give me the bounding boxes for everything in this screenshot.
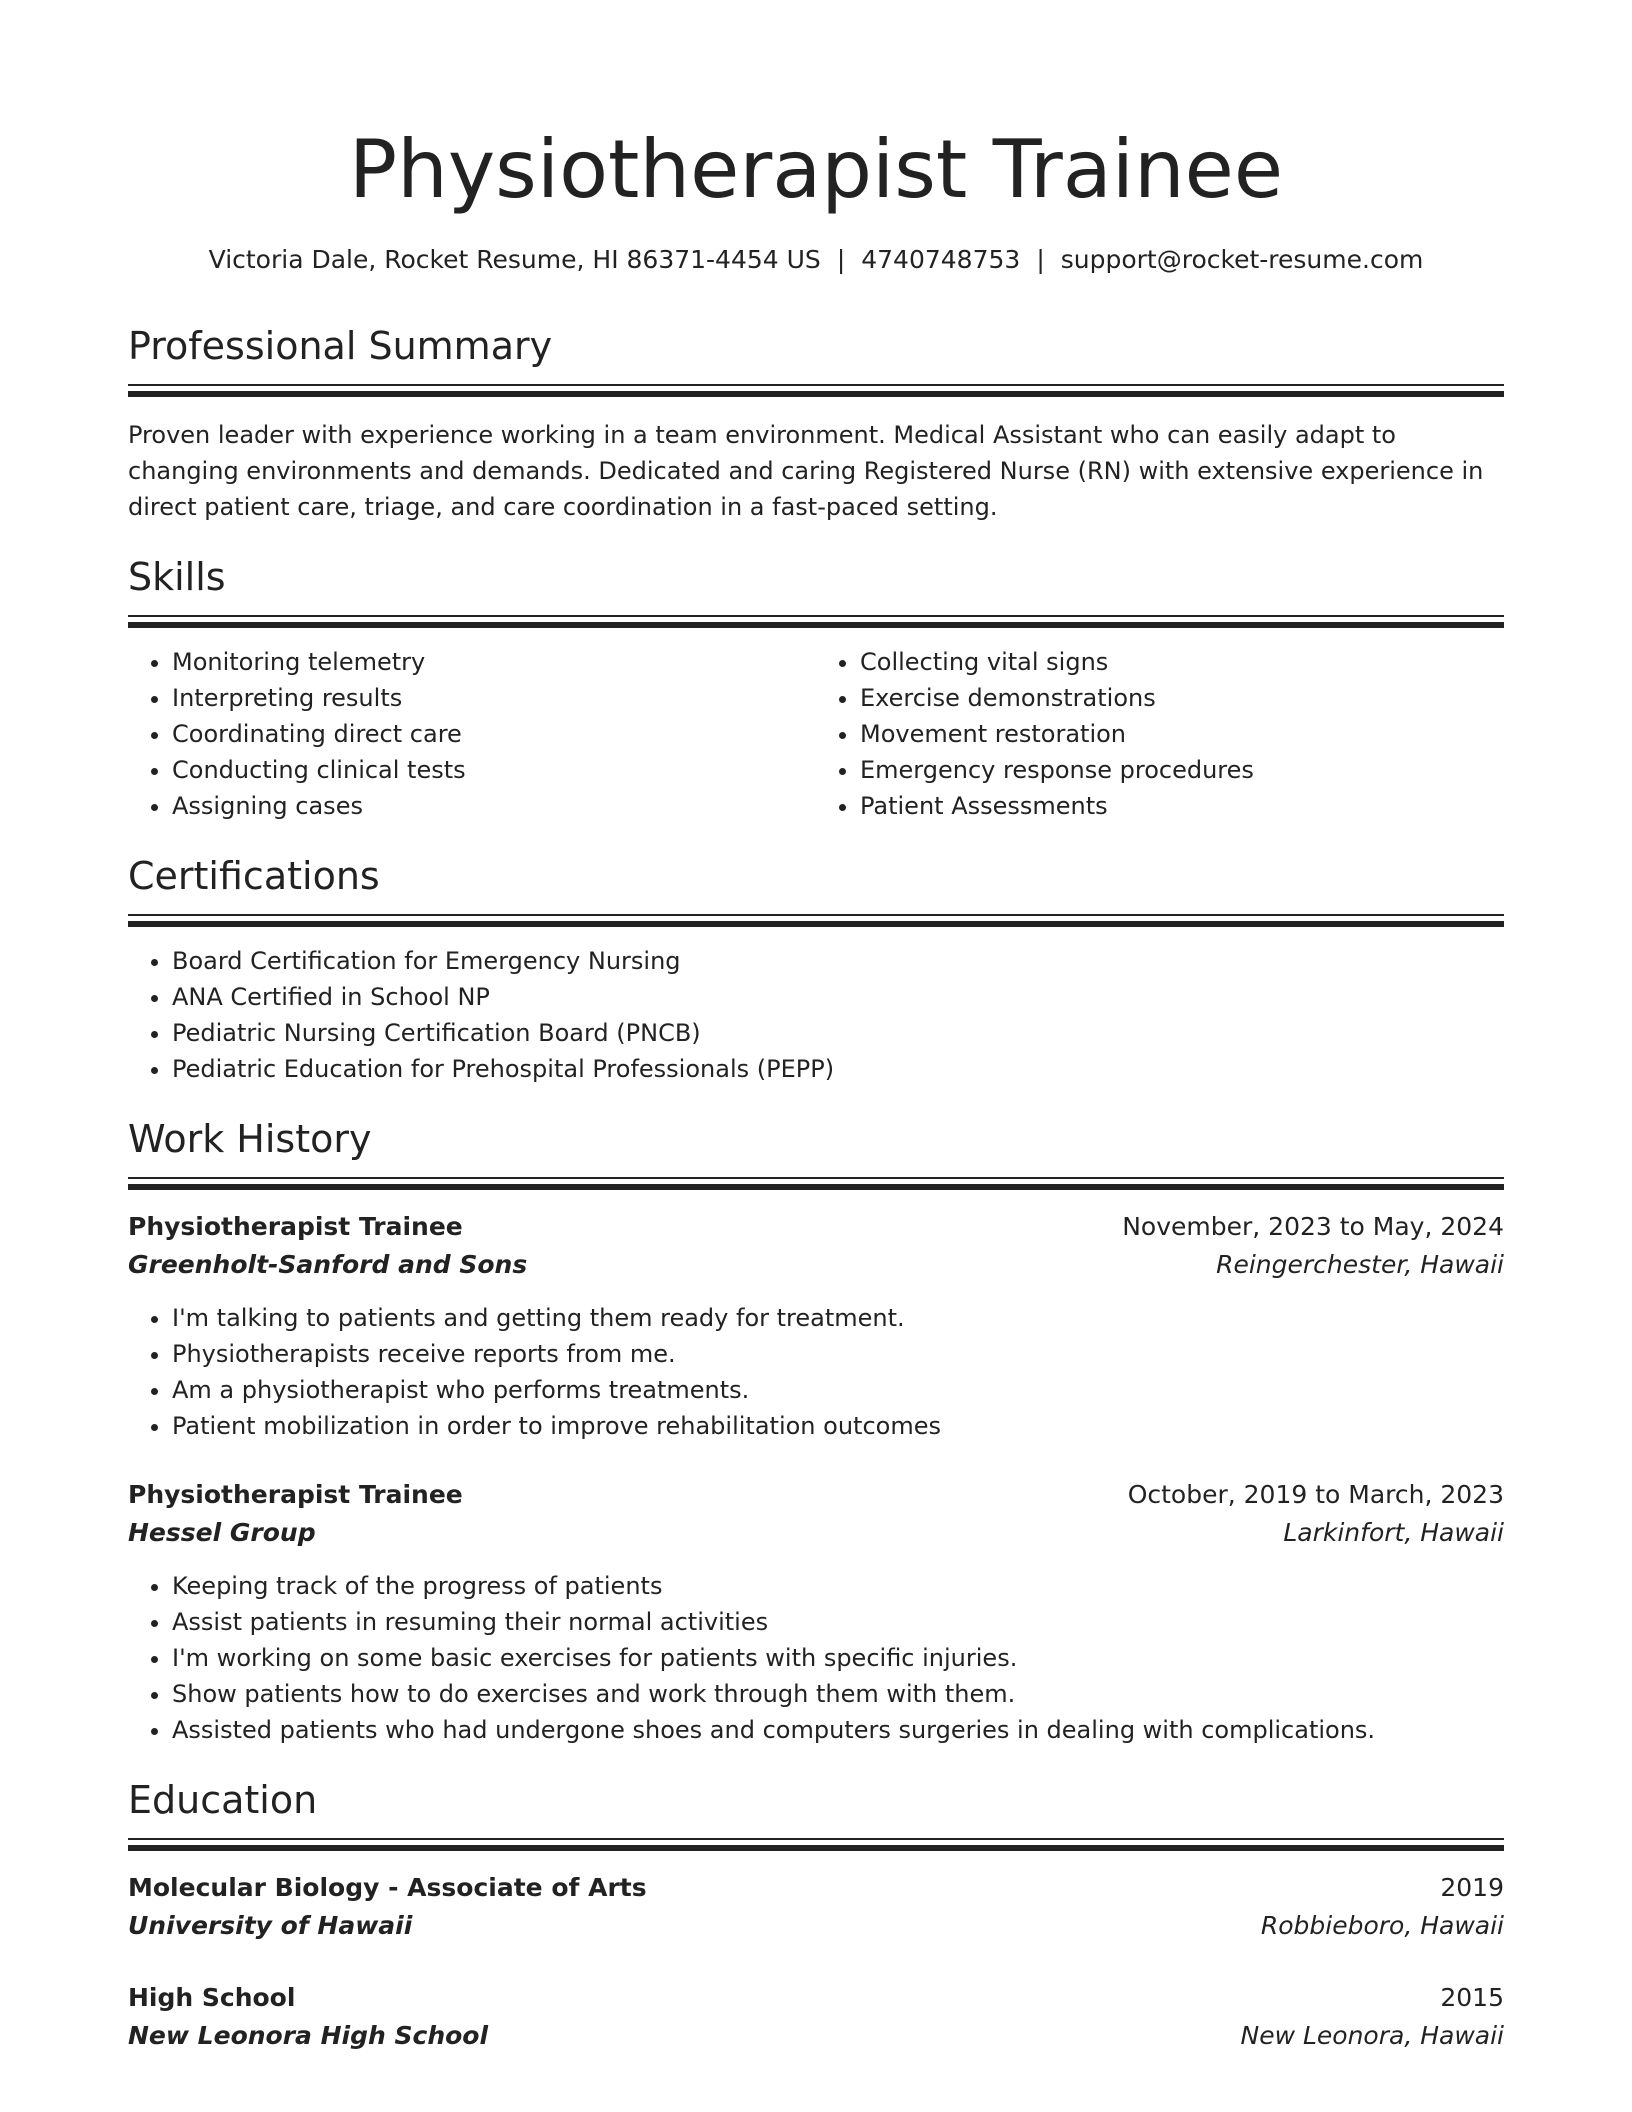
- education-school-row: [128, 2017, 1504, 2055]
- education-location: New Leonora, Hawaii: [1240, 2021, 1504, 2050]
- job-duty-item: • Assisted patients who had undergone shoes and computers surgeries in dealing with complications.: [172, 1712, 1504, 1748]
- job-duty-item: • Show patients how to do exercises and work through them with them.: [172, 1676, 1504, 1712]
- summary-text: Proven leader with experience working in a team environment. Medical Assistant who can easily adapt to changing environments and demands. Dedicated and caring Registered Nurse (RN) with extensive experience in direct patient care, triage, and care coordination in a fast-paced setting.: [128, 421, 1484, 521]
- job-duties-list: [128, 1568, 1504, 1748]
- section-heading-skills: Skills: [128, 555, 226, 599]
- job-header-row: [128, 1208, 1504, 1246]
- education-location: Robbieboro, Hawaii: [1260, 1911, 1504, 1940]
- section-divider: [128, 615, 1504, 628]
- section-divider: [128, 1177, 1504, 1190]
- education-section: [128, 1776, 1504, 2055]
- job-org-row: [128, 1246, 1504, 1284]
- certification-item: • Board Certification for Emergency Nursing: [172, 943, 1504, 979]
- job-company: Hessel Group: [128, 1518, 316, 1547]
- section-heading-certifications: Certifications: [128, 854, 380, 898]
- job-entry: [128, 1476, 1504, 1748]
- job-duty-item: • Am a physiotherapist who performs treatments.: [172, 1372, 1504, 1408]
- resume-page: [128, 0, 1504, 2055]
- certifications-list: [128, 943, 1504, 1087]
- certifications-section: [128, 852, 1504, 1087]
- job-duty-item: • Keeping track of the progress of patients: [172, 1568, 1504, 1604]
- job-header-row: [128, 1476, 1504, 1514]
- job-duty-item: • Assist patients in resuming their normal activities: [172, 1604, 1504, 1640]
- skill-item: • Emergency response procedures: [860, 752, 1504, 788]
- job-entry: [128, 1208, 1504, 1444]
- resume-title: Physiotherapist Trainee: [348, 123, 1284, 216]
- job-location: Reingerchester, Hawaii: [1216, 1250, 1504, 1279]
- contact-address: Victoria Dale, Rocket Resume, HI 86371-4454 US: [208, 245, 821, 274]
- section-divider: [128, 384, 1504, 397]
- skills-columns: [128, 628, 1504, 824]
- job-dates: October, 2019 to March, 2023: [1127, 1480, 1504, 1509]
- job-duty-item: • Physiotherapists receive reports from me.: [172, 1336, 1504, 1372]
- section-heading-education: Education: [128, 1778, 318, 1822]
- skills-section: [128, 553, 1504, 824]
- work-history-section: [128, 1115, 1504, 1748]
- skill-item: • Patient Assessments: [860, 788, 1504, 824]
- job-title: Physiotherapist Trainee: [128, 1480, 463, 1509]
- education-entry: [128, 1979, 1504, 2055]
- education-school: University of Hawaii: [128, 1911, 413, 1940]
- skill-item: • Coordinating direct care: [172, 716, 816, 752]
- education-year: 2019: [1440, 1873, 1504, 1902]
- section-heading-summary: Professional Summary: [128, 324, 553, 368]
- job-dates: November, 2023 to May, 2024: [1122, 1212, 1504, 1241]
- education-degree: Molecular Biology - Associate of Arts: [128, 1873, 647, 1902]
- contact-separator: |: [836, 245, 846, 274]
- job-location: Larkinfort, Hawaii: [1283, 1518, 1504, 1547]
- skill-item: • Monitoring telemetry: [172, 644, 816, 680]
- education-degree: High School: [128, 1983, 296, 2012]
- skill-item: • Interpreting results: [172, 680, 816, 716]
- summary-section: [128, 322, 1504, 525]
- contact-email: support@rocket-resume.com: [1060, 245, 1424, 274]
- contact-phone: 4740748753: [861, 245, 1021, 274]
- skill-item: • Collecting vital signs: [860, 644, 1504, 680]
- education-entry: [128, 1869, 1504, 1945]
- education-year: 2015: [1440, 1983, 1504, 2012]
- contact-line: [128, 242, 1504, 278]
- education-header-row: [128, 1979, 1504, 2017]
- job-org-row: [128, 1514, 1504, 1552]
- education-school-row: [128, 1907, 1504, 1945]
- job-duty-item: • I'm working on some basic exercises for patients with specific injuries.: [172, 1640, 1504, 1676]
- certification-item: • Pediatric Nursing Certification Board (PNCB): [172, 1015, 1504, 1051]
- certification-item: • Pediatric Education for Prehospital Professionals (PEPP): [172, 1051, 1504, 1087]
- section-divider: [128, 1838, 1504, 1851]
- job-duties-list: [128, 1300, 1504, 1444]
- skill-item: • Assigning cases: [172, 788, 816, 824]
- job-title: Physiotherapist Trainee: [128, 1212, 463, 1241]
- skills-list-left: [128, 644, 816, 824]
- section-heading-work-history: Work History: [128, 1117, 372, 1161]
- section-divider: [128, 914, 1504, 927]
- education-school: New Leonora High School: [128, 2021, 489, 2050]
- skill-item: • Movement restoration: [860, 716, 1504, 752]
- skills-list-right: [816, 644, 1504, 824]
- skill-item: • Exercise demonstrations: [860, 680, 1504, 716]
- certification-item: • ANA Certified in School NP: [172, 979, 1504, 1015]
- job-duty-item: • Patient mobilization in order to improve rehabilitation outcomes: [172, 1408, 1504, 1444]
- education-header-row: [128, 1869, 1504, 1907]
- job-company: Greenholt-Sanford and Sons: [128, 1250, 528, 1279]
- contact-separator: |: [1036, 245, 1045, 274]
- job-duty-item: • I'm talking to patients and getting them ready for treatment.: [172, 1300, 1504, 1336]
- skill-item: • Conducting clinical tests: [172, 752, 816, 788]
